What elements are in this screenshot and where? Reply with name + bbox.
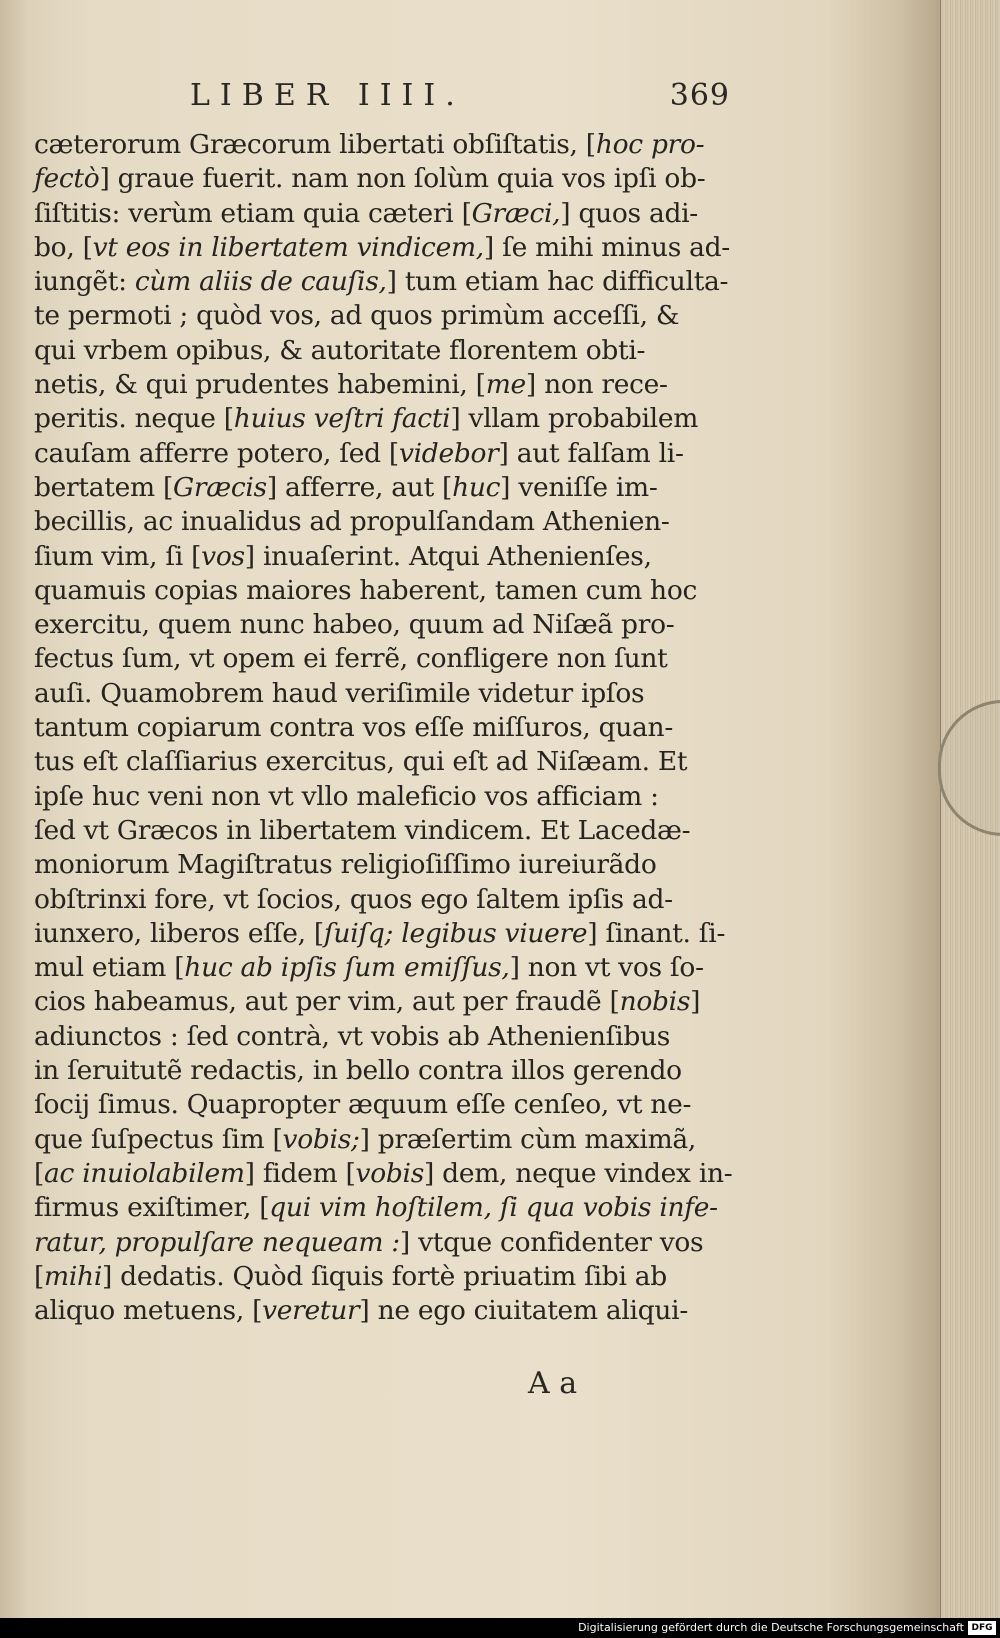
italic-gloss: vobis; [282,1123,360,1155]
italic-gloss: mihi [44,1260,102,1292]
italic-gloss: qui vim hoſtilem, ſi qua vobis infe- [269,1192,718,1224]
italic-gloss: ac inuiolabilem [44,1157,245,1189]
text-line [34,951,734,985]
text-run: ] veniſſe im- [500,471,658,503]
text-line [34,1191,734,1225]
text-line [34,540,734,574]
text-run: ] vtque confidenter vos [399,1226,704,1258]
italic-gloss: fectò [34,163,100,195]
text-run: exercitu, quem nunc habeo, quum ad Niſæã pro- [34,609,675,641]
text-run: ] quos adi- [560,197,698,229]
running-header [190,78,730,118]
text-line [34,1088,734,1122]
text-run: cæterorum Græcorum libertati obſiſtatis, [ [34,129,596,160]
italic-gloss: videbor [398,437,499,469]
text-run: ] non vt vos ſo- [509,952,704,984]
text-run: ] graue fuerit. nam non ſolùm quia vos ipſi ob- [99,163,706,195]
text-run: ] afferre, aut [ [266,471,453,503]
text-run: quamuis copias maiores haberent, tamen cum hoc [34,574,698,606]
italic-gloss: cùm aliis de cauſis, [134,266,387,298]
text-run: auſi. Quamobrem haud veriſimile videtur ipſos [34,677,645,709]
text-run: cauſam afferre potero, ſed [ [34,437,399,469]
text-line [34,608,734,642]
running-title: LIBER IIII. [190,78,465,113]
text-line [34,505,734,539]
text-run: te permoti ; quòd vos, ad quos primùm acceſſi, & [34,300,680,332]
italic-gloss: Græci, [471,197,561,229]
text-run: tus eſt claſſiarius exercitus, qui eſt ad Niſæam. Et [34,746,688,778]
italic-gloss: nobis [619,986,691,1018]
text-run: moniorum Magiſtratus religioſiſſimo iureiurãdo [34,849,657,881]
text-line [34,917,734,951]
italic-gloss: hoc pro- [595,129,705,160]
text-run: ] non rece- [525,369,668,401]
text-run: ] dedatis. Quòd ſiquis fortè priuatim ſibi ab [102,1260,667,1292]
text-line [34,299,734,333]
text-run: que ſuſpectus ſim [ [34,1123,283,1155]
text-line [34,265,734,299]
text-run: [ [34,1260,45,1292]
text-run: obſtrinxi fore, vt ſocios, quos ego ſaltem ipſis ad- [34,883,673,915]
text-line [34,162,734,196]
text-run: bertatem [ [34,471,173,503]
dfg-logo: DFG [968,1621,996,1635]
text-line [34,1226,734,1260]
italic-gloss: vt eos in libertatem vindicem, [92,231,484,263]
italic-gloss: huc [452,471,501,503]
text-run: fectus ſum, vt opem ei ferrẽ, confligere non ſunt [34,643,668,675]
text-run: becillis, ac inualidus ad propulſandam Athenien- [34,506,670,538]
text-line [34,1054,734,1088]
text-run: ipſe huc veni non vt vllo maleficio vos afficiam : [34,780,659,812]
text-run: in ſeruitutẽ redactis, in bello contra illos gerendo [34,1055,682,1087]
text-line [34,642,734,676]
text-line [34,883,734,917]
italic-gloss: veretur [262,1295,360,1327]
text-run: aliquo metuens, [ [34,1295,263,1327]
text-line [34,814,734,848]
text-run: ] aut falſam li- [498,437,684,469]
text-line [34,437,734,471]
text-run: ] inuaſerint. Atqui Athenienſes, [244,540,652,572]
text-run: iungẽt: [34,266,135,298]
text-line [34,471,734,505]
digitization-footer [0,1618,1000,1638]
text-run: bo, [ [34,231,93,263]
text-run: adiunctos : ſed contrà, vt vobis ab Athenienſibus [34,1020,671,1052]
text-line [34,128,734,162]
italic-gloss: ſuiſq; legibus viuere [323,917,588,949]
text-line [34,711,734,745]
text-run: ] præſertim cùm maximã, [359,1123,697,1155]
italic-gloss: huc ab ipſis ſum emiſſus, [184,952,510,984]
text-run: [ [34,1157,45,1189]
text-line [34,1123,734,1157]
text-line [34,677,734,711]
text-line [34,985,734,1019]
signature-mark: A a [528,1366,578,1401]
text-run: ] ſe mihi minus ad- [483,231,730,263]
text-line [34,780,734,814]
italic-gloss: huius veſtri facti [233,403,451,435]
text-run: ſocij ſimus. Quapropter æquum eſſe cenſeo, vt ne- [34,1089,692,1121]
italic-gloss: vos [201,540,245,572]
text-run: ] tum etiam hac difficulta- [386,266,729,298]
text-run: ſiſtitis: verùm etiam quia cæteri [ [34,197,472,229]
italic-gloss: vobis [355,1157,425,1189]
text-run: mul etiam [ [34,952,185,984]
text-run: ] dem, neque vindex in- [424,1157,733,1189]
text-run: ſium vim, ſi [ [34,540,202,572]
text-run: tantum copiarum contra vos eſſe miſſuros, quan- [34,712,673,744]
italic-gloss: me [485,369,526,401]
text-line [34,368,734,402]
text-line [34,1260,734,1294]
text-line [34,1157,734,1191]
page-number: 369 [669,78,730,113]
text-line [34,1294,734,1328]
text-run: ] fidem [ [244,1157,356,1189]
text-line [34,848,734,882]
text-line [34,231,734,265]
text-run: ] vllam probabilem [450,403,699,435]
text-run: cios habeamus, aut per vim, aut per fraudẽ [ [34,986,620,1018]
footer-credit: Digitalisierung gefördert durch die Deutsche Forschungsgemeinschaft [578,1621,964,1634]
text-line [34,402,734,436]
text-line [34,334,734,368]
text-run: iunxero, liberos eſſe, [ [34,917,324,949]
text-line [34,574,734,608]
text-run: ſed vt Græcos in libertatem vindicem. Et Lacedæ- [34,814,691,846]
text-line [34,745,734,779]
text-run: peritis. neque [ [34,403,234,435]
text-line [34,1020,734,1054]
text-run: qui vrbem opibus, & autoritate florentem obti- [34,334,646,366]
text-run: netis, & qui prudentes habemini, [ [34,369,486,401]
text-run: ] ſinant. ſi- [587,917,726,949]
text-line [34,197,734,231]
italic-gloss: Græcis [173,471,267,503]
italic-gloss: ratur, propulſare nequeam : [34,1226,400,1258]
body-text [34,128,734,1328]
text-run: ] [690,986,701,1018]
text-run: firmus exiſtimer, [ [34,1192,270,1224]
text-run: ] ne ego ciuitatem aliqui- [359,1295,688,1327]
